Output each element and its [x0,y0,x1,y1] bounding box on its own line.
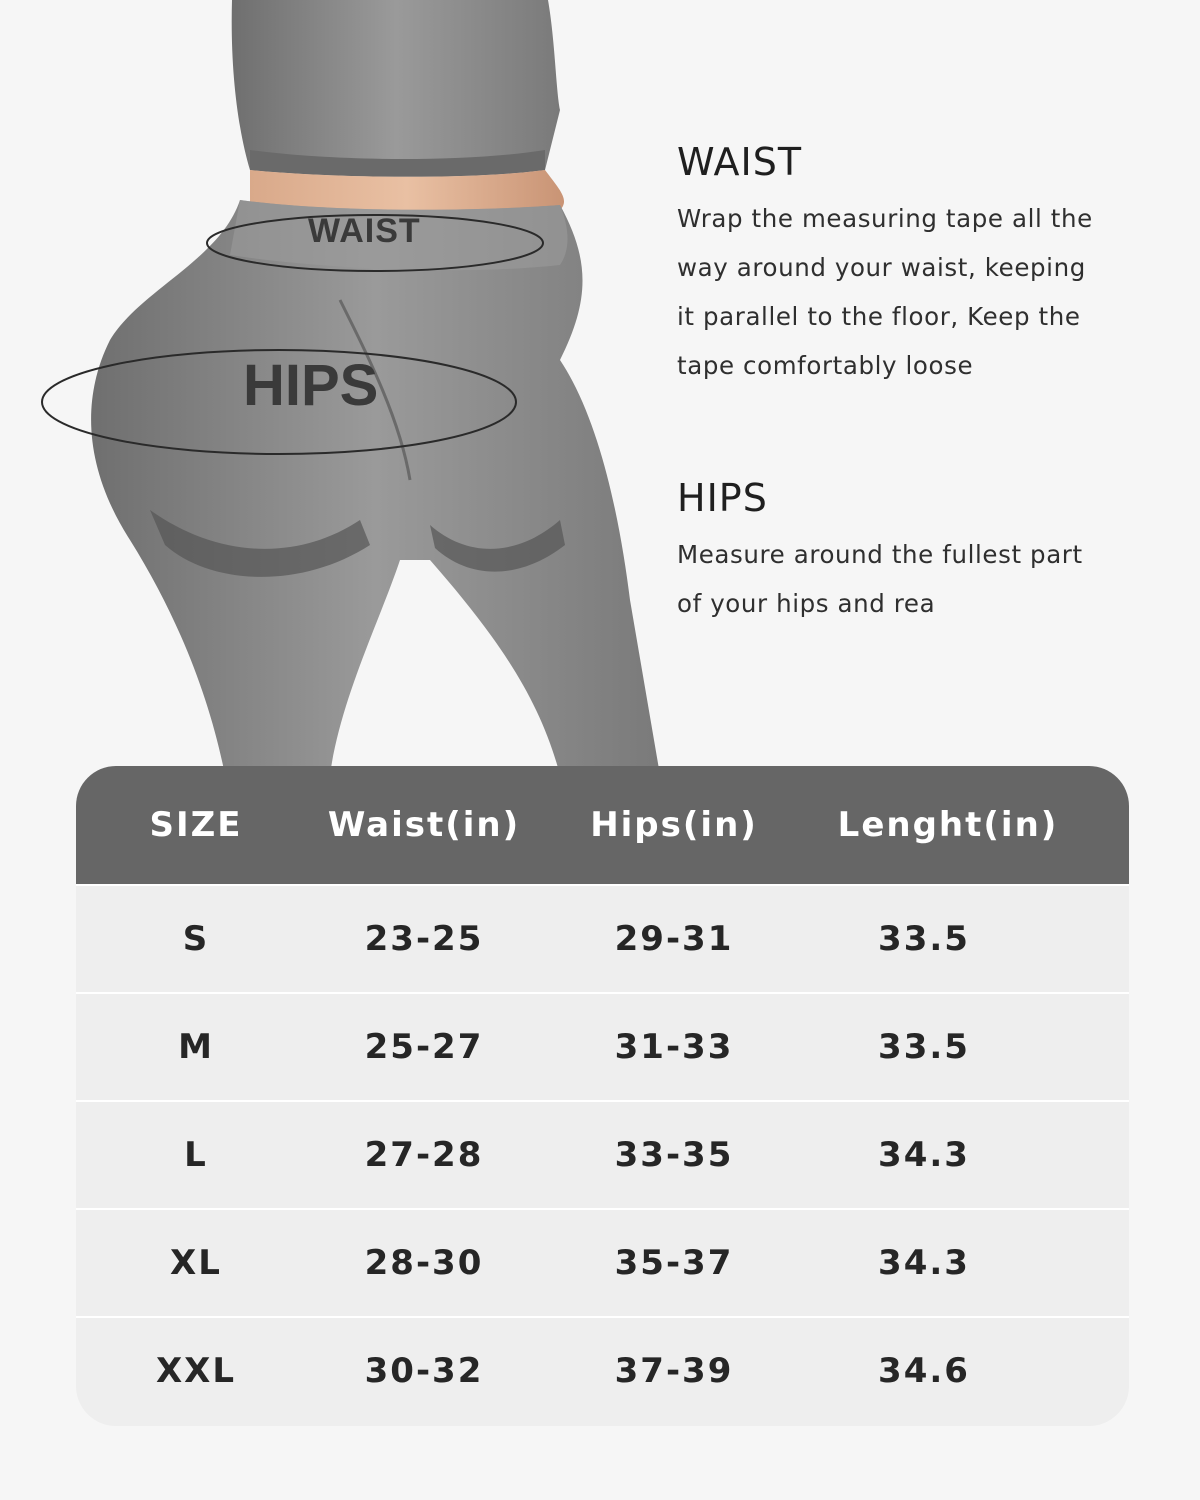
leggings [91,200,660,775]
header-hips: Hips(in) [590,805,758,845]
hips-line: of your hips and rea [677,589,936,618]
waist-instructions [677,140,1147,390]
hips-cell: 35-37 [614,1243,734,1283]
hips-title: HIPS [677,476,768,520]
waist-title: WAIST [677,140,803,184]
waist-line: Wrap the measuring tape all the [677,204,1093,233]
length-cell: 33.5 [878,919,970,959]
table-row [76,1316,1129,1424]
waist-line: it parallel to the floor, Keep the [677,302,1081,331]
waist-cell: 25-27 [364,1027,484,1067]
table-row [76,1100,1129,1208]
waist-line: way around your waist, keeping [677,253,1086,282]
size-cell: M [178,1027,214,1067]
size-cell: S [182,919,210,959]
table-header [76,766,1129,884]
hips-cell: 31-33 [614,1027,734,1067]
header-waist: Waist(in) [327,805,521,845]
size-chart-table [76,766,1129,1426]
sports-bra [232,0,560,177]
waist-description [677,194,1147,390]
waist-cell: 30-32 [364,1351,484,1391]
header-length: Lenght(in) [837,805,1059,845]
table-row [76,884,1129,992]
size-cell: XXL [155,1351,237,1391]
hips-instructions [677,476,1147,628]
hips-cell: 33-35 [614,1135,734,1175]
hips-cell: 37-39 [614,1351,734,1391]
waist-cell: 27-28 [364,1135,484,1175]
hips-line: Measure around the fullest part [677,540,1083,569]
length-cell: 34.6 [878,1351,970,1391]
hips-description [677,530,1147,628]
header-size: SIZE [149,805,243,845]
length-cell: 33.5 [878,1027,970,1067]
waist-line: tape comfortably loose [677,351,974,380]
table-row [76,992,1129,1100]
length-cell: 34.3 [878,1243,970,1283]
waist-cell: 23-25 [364,919,484,959]
table-row [76,1208,1129,1316]
length-cell: 34.3 [878,1135,970,1175]
waist-cell: 28-30 [364,1243,484,1283]
size-cell: L [184,1135,208,1175]
hips-cell: 29-31 [614,919,734,959]
size-cell: XL [170,1243,222,1283]
waist-overlay-label: WAIST [308,212,421,250]
hips-overlay-label: HIPS [243,353,379,418]
